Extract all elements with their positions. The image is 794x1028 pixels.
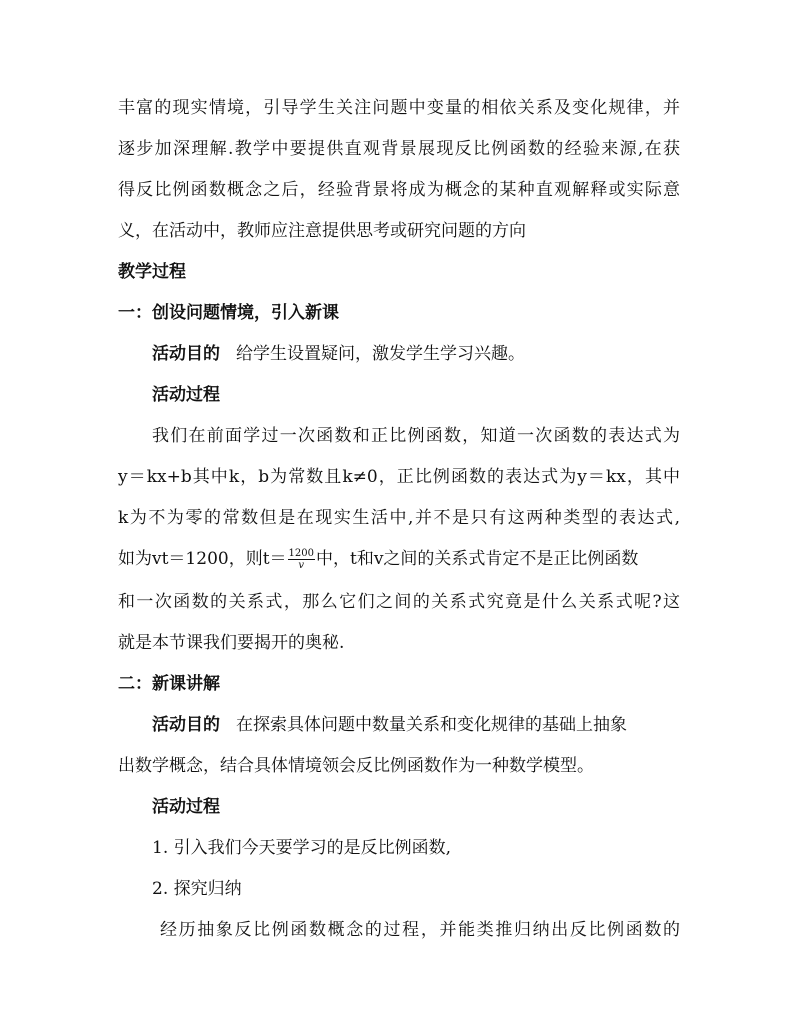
- list-item-1: 1. 引入我们今天要学习的是反比例函数,: [152, 838, 452, 858]
- section2-purpose-cont: 出数学概念，结合具体情境领会反比例函数作为一种数学模型。: [118, 756, 594, 776]
- list-item-2: 2. 探究归纳: [152, 879, 242, 899]
- section1-para-line-2: y＝kx+b其中k，b为常数且k≠0，正比例函数的表达式为y＝kx，其中: [118, 467, 680, 487]
- section2-last-line: 经历抽象反比例函数概念的过程，并能类推归纳出反比例函数的: [160, 920, 680, 940]
- section1-para-line-3: k为不为零的常数但是在现实生活中,并不是只有这两种类型的表达式,: [118, 508, 680, 528]
- intro-line-1: 丰富的现实情境，引导学生关注问题中变量的相依关系及变化规律，并: [118, 98, 680, 118]
- section1-para-line-1: 我们在前面学过一次函数和正比例函数，知道一次函数的表达式为: [152, 426, 680, 446]
- section1-activity-label: 活动过程: [152, 385, 220, 405]
- formula-prefix: 如为vt＝1200，则t＝: [118, 549, 287, 569]
- fraction-1200-over-v: [288, 548, 315, 571]
- formula-suffix: 中，t和v之间的关系式肯定不是正比例函数: [315, 549, 639, 569]
- fraction-numerator: 1200: [288, 548, 314, 559]
- intro-line-4: 义，在活动中，教师应注意提供思考或研究问题的方向: [118, 221, 526, 241]
- section2-purpose-label: 活动目的: [152, 715, 220, 735]
- section1-purpose-label: 活动目的: [152, 344, 220, 364]
- section1-para-line-6: 就是本节课我们要揭开的奥秘.: [118, 633, 345, 653]
- section2-purpose: [152, 714, 680, 736]
- intro-line-2: 逐步加深理解.教学中要提供直观背景展现反比例函数的经验来源,在获: [118, 139, 680, 159]
- teaching-process-heading: 教学过程: [118, 262, 186, 282]
- section1-purpose-text: 给学生设置疑问，激发学生学习兴趣。: [236, 344, 525, 364]
- intro-line-3: 得反比例函数概念之后，经验背景将成为概念的某种直观解释或实际意: [118, 180, 680, 200]
- section2-activity-label: 活动过程: [152, 797, 220, 817]
- section2-purpose-text: 在探索具体问题中数量关系和变化规律的基础上抽象: [236, 715, 627, 735]
- section2-heading: 二：新课讲解: [118, 674, 220, 694]
- fraction-denominator: v: [298, 560, 305, 571]
- section1-para-line-5: 和一次函数的关系式，那么它们之间的关系式究竟是什么关系式呢?这: [118, 592, 680, 612]
- section1-para-line-4: [118, 548, 680, 571]
- section1-purpose: [152, 343, 680, 365]
- section1-heading: 一：创设问题情境，引入新课: [118, 303, 339, 323]
